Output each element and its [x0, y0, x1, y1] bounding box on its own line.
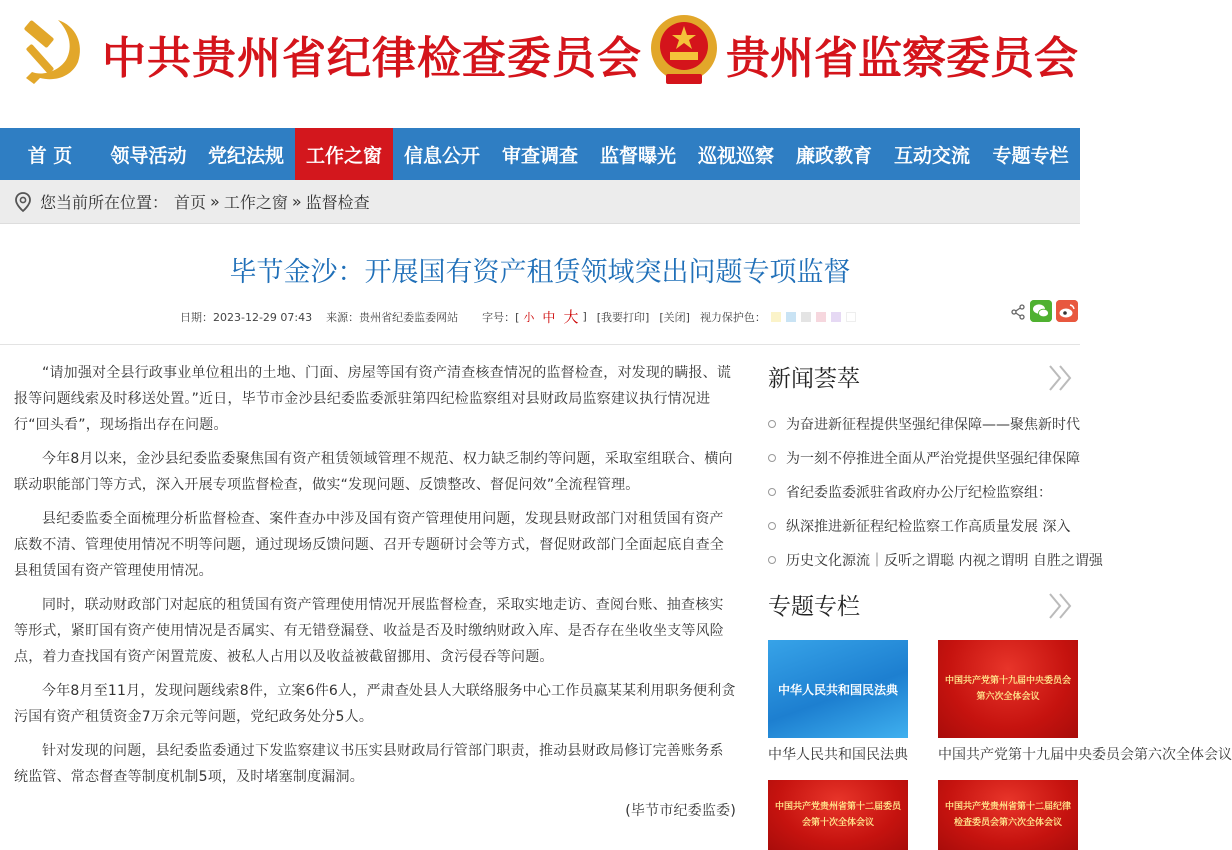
breadcrumb-home-link[interactable]: 首页 — [174, 193, 207, 212]
topic-card-provincial-committee[interactable] — [768, 780, 908, 850]
font-size-small-button[interactable]: 小 — [523, 310, 535, 324]
double-chevron-right-icon[interactable] — [1046, 362, 1076, 394]
eye-color-swatch-pink[interactable] — [816, 312, 826, 322]
eye-color-swatch-gray[interactable] — [801, 312, 811, 322]
article-source: 来源：贵州省纪委监委网站 — [326, 310, 459, 324]
topic-card-image[interactable]: 中国共产党第十九届中央委员会第六次全体会议 — [938, 640, 1078, 738]
article-meta — [180, 306, 856, 327]
breadcrumb — [0, 180, 1080, 224]
breadcrumb-supervision-link[interactable]: 监督检查 — [305, 193, 370, 212]
article-paragraph: 今年8月以来，金沙县纪委监委聚焦国有资产租赁领域管理不规范、权力缺乏制约等问题，采取室组联合、横向联动职能部门等方式，深入开展专项监督检查，做实“发现问题、反馈整改、督促问效”全流程管理。 — [14, 451, 733, 493]
article-author: (毕节市纪委监委) — [625, 803, 736, 819]
breadcrumb-work-window-link[interactable]: 工作之窗 — [223, 193, 288, 212]
news-item[interactable] — [768, 475, 1080, 509]
nav-item-investigation[interactable]: 审查调查 — [501, 144, 578, 167]
article-date: 日期：2023-12-29 07:43 — [180, 310, 313, 324]
bullet-circle-icon — [768, 454, 776, 462]
breadcrumb-separator: » — [291, 192, 302, 211]
news-list — [768, 407, 1103, 577]
topic-card-image[interactable]: 中国共产党贵州省第十二届纪律检查委员会第六次全体会议 — [938, 780, 1078, 850]
breadcrumb-prefix: 您当前所在位置： — [40, 193, 169, 212]
nav-item-info-disclosure[interactable]: 信息公开 — [403, 144, 480, 167]
article-paragraph: “请加强对全县行政事业单位租出的土地、门面、房屋等国有资产清查核查情况的监督检查，对发现的瞒报、谎报等问题线索及时移送处置。”近日，毕节市金沙县纪委监委派驻第四纪检监察组对县财政局监察建议执行情况进行“回头看”，现场指出存在问题。 — [14, 365, 732, 433]
nav-item-interaction[interactable]: 互动交流 — [893, 144, 970, 167]
nav-item-leadership[interactable]: 领导活动 — [110, 144, 187, 167]
eye-color-swatch-purple[interactable] — [831, 312, 841, 322]
topic-card-image[interactable]: 中华人民共和国民法典 — [768, 640, 908, 738]
breadcrumb-separator: » — [210, 192, 220, 211]
wechat-share-icon[interactable] — [1030, 300, 1052, 322]
share-icon[interactable] — [1010, 304, 1026, 320]
topic-card-plenary-session[interactable] — [938, 640, 1232, 764]
header-divider — [0, 344, 1080, 345]
article-body — [14, 360, 736, 832]
news-item-title[interactable]: 省纪委监委派驻省政府办公厅纪检监察组： — [786, 485, 1052, 501]
party-emblem-icon — [14, 14, 88, 86]
article-title: 毕节金沙：开展国有资产租赁领域突出问题专项监督 — [229, 257, 851, 288]
double-chevron-right-icon[interactable] — [1046, 590, 1076, 622]
article-paragraph: 针对发现的问题，县纪委监委通过下发监察建议书压实县财政局行管部门职责，推动县财政局修订完善账务系统监管、常态督查等制度机制5项，及时堵塞制度漏洞。 — [14, 743, 724, 785]
site-header — [0, 0, 1080, 128]
news-item[interactable] — [768, 509, 1080, 543]
news-item-title[interactable]: 历史文化源流｜反听之谓聪 内视之谓明 自胜之谓强 — [786, 553, 1103, 569]
bullet-circle-icon — [768, 420, 776, 428]
news-item[interactable] — [768, 543, 1103, 577]
eye-protection-label: 视力保护色： — [699, 310, 766, 324]
article-paragraph: 今年8月至11月，发现问题线索8件，立案6件6人，严肃查处县人大联络服务中心工作员嬴某某利用职务便利贪污国有资产租赁资金7万余元等问题，党纪政务处分5人。 — [14, 683, 736, 725]
main-nav — [0, 128, 1080, 180]
nav-item-regulations[interactable]: 党纪法规 — [207, 144, 284, 167]
nav-item-special-topics[interactable]: 专题专栏 — [992, 144, 1069, 167]
font-size-bracket: ] — [582, 310, 587, 323]
news-item[interactable] — [768, 441, 1080, 475]
font-size-label: 字号：[ — [482, 310, 520, 324]
nav-item-inspection[interactable]: 巡视巡察 — [697, 144, 774, 167]
topic-card-caption[interactable]: 中国共产党第十九届中央委员会第六次全体会议 — [938, 747, 1232, 763]
bullet-circle-icon — [768, 522, 776, 530]
eye-color-swatch-yellow[interactable] — [771, 312, 781, 322]
site-title-left: 中共贵州省纪律检查委员会 — [102, 33, 642, 84]
bullet-circle-icon — [768, 556, 776, 564]
article-paragraph: 县纪委监委全面梳理分析监督检查、案件查办中涉及国有资产管理使用问题，发现县财政部门对租赁国有资产底数不清、管理使用情况不明等问题，通过现场反馈问题、召开专题研讨会等方式，督促财政部门全面起底自查全县租赁国有资产管理使用情况。 — [14, 511, 724, 579]
close-button[interactable]: [关闭] — [659, 310, 690, 324]
national-emblem-icon — [648, 12, 720, 88]
topic-card-caption[interactable]: 中华人民共和国民法典 — [768, 747, 908, 763]
location-pin-icon — [12, 191, 34, 213]
topic-card-civil-code[interactable] — [768, 640, 908, 764]
eye-color-swatch-white[interactable] — [846, 312, 856, 322]
bullet-circle-icon — [768, 488, 776, 496]
topic-card-image[interactable]: 中国共产党贵州省第十二届委员会第十次全体会议 — [768, 780, 908, 850]
news-item[interactable] — [768, 407, 1080, 441]
topic-card-provincial-discipline[interactable] — [938, 780, 1078, 850]
font-size-large-button[interactable]: 大 — [563, 308, 579, 326]
site-title-right: 贵州省监察委员会 — [726, 33, 1078, 84]
news-item-title[interactable]: 为一刻不停推进全面从严治党提供坚强纪律保障 — [786, 451, 1080, 467]
news-item-title[interactable]: 为奋进新征程提供坚强纪律保障——聚焦新时代 — [786, 417, 1080, 433]
font-size-medium-button[interactable]: 中 — [542, 311, 556, 326]
topics-section-title: 专题专栏 — [768, 594, 860, 620]
print-button[interactable]: [我要打印] — [596, 310, 650, 324]
nav-item-work-window[interactable]: 工作之窗 — [295, 128, 393, 180]
weibo-share-icon[interactable] — [1056, 300, 1078, 322]
nav-item-exposure[interactable]: 监督曝光 — [599, 144, 676, 167]
article-paragraph: 同时，联动财政部门对起底的租赁国有资产管理使用情况开展监督检查，采取实地走访、查阅台账、抽查核实等形式，紧盯国有资产使用情况是否属实、有无错登漏登、收益是否及时缴纳财政入库、是否存在坐收坐支等风险点，着力查找国有资产闲置荒废、被私人占用以及收益被截留挪用、贪污侵吞等问题。 — [14, 597, 724, 665]
news-item-title[interactable]: 纵深推进新征程纪检监察工作高质量发展 深入 — [786, 519, 1071, 535]
nav-item-home[interactable]: 首 页 — [27, 144, 73, 167]
news-section-title: 新闻荟萃 — [768, 366, 860, 392]
eye-color-swatch-blue[interactable] — [786, 312, 796, 322]
nav-item-integrity-education[interactable]: 廉政教育 — [795, 144, 872, 167]
